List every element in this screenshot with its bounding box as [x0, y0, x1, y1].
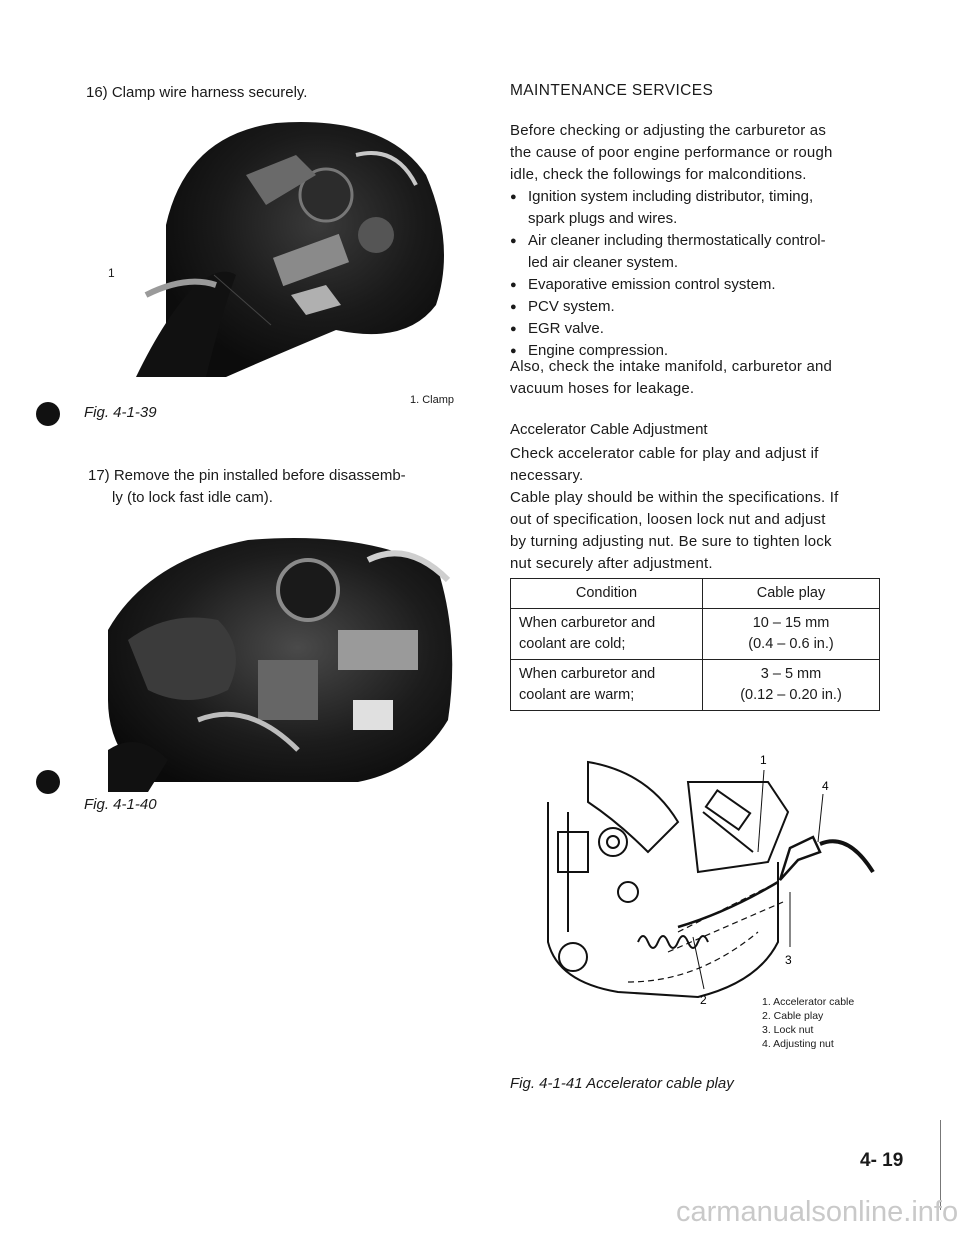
step-16: 16) Clamp wire harness securely. — [86, 84, 308, 101]
carburetor-photo — [108, 520, 460, 792]
sub-heading-accelerator: Accelerator Cable Adjustment — [510, 421, 708, 438]
also-line: vacuum hoses for leakage. — [510, 380, 695, 397]
adjust-line: nut securely after adjustment. — [510, 555, 713, 572]
adjust-line: by turning adjusting nut. Be sure to tighten lock — [510, 533, 832, 550]
step-17-line1: 17) Remove the pin installed before disassemb- — [88, 467, 406, 484]
cell-play: 3 – 5 mm (0.12 – 0.20 in.) — [703, 660, 880, 711]
header-condition: Condition — [511, 579, 703, 609]
cell-condition: When carburetor and coolant are warm; — [511, 660, 703, 711]
fig-4-1-40-photo — [108, 520, 460, 792]
intro-line: the cause of poor engine performance or rough — [510, 144, 833, 161]
watermark: carmanualsonline.info — [676, 1196, 959, 1228]
table-row — [511, 660, 880, 711]
table-header-row — [511, 579, 880, 609]
check-list — [510, 186, 890, 362]
engine-harness-photo — [126, 115, 456, 377]
adjust-line: out of specification, loosen lock nut and adjust — [510, 511, 826, 528]
intro-line: Before checking or adjusting the carburetor as — [510, 122, 827, 139]
adjust-line: Cable play should be within the specifications. If — [510, 489, 839, 506]
callout-1: 1 — [760, 753, 767, 767]
fig-4-1-41-caption: Fig. 4-1-41 Accelerator cable play — [510, 1075, 734, 1092]
legend-item: 2. Cable play — [762, 1010, 824, 1022]
callout-4: 4 — [822, 779, 829, 793]
cable-play-table — [510, 578, 880, 711]
header-cable-play: Cable play — [703, 579, 880, 609]
legend-item: 3. Lock nut — [762, 1024, 814, 1036]
binder-hole-bottom — [36, 770, 60, 794]
legend-item: 1. Accelerator cable — [762, 996, 855, 1008]
adjust-line: necessary. — [510, 467, 584, 484]
check-item: ● PCV system. — [510, 296, 890, 318]
check-item: ● EGR valve. — [510, 318, 890, 340]
callout-1: 1 — [108, 266, 115, 280]
callout-2: 2 — [700, 993, 707, 1007]
fig-4-1-41-legend — [762, 995, 854, 1051]
also-paragraph — [510, 356, 890, 400]
also-line: Also, check the intake manifold, carburetor and — [510, 358, 833, 375]
check-item: ● Evaporative emission control system. — [510, 274, 890, 296]
intro-line: idle, check the followings for malconditions. — [510, 166, 807, 183]
cell-play: 10 – 15 mm (0.4 – 0.6 in.) — [703, 609, 880, 660]
callout-3: 3 — [785, 953, 792, 967]
adjust-line: Check accelerator cable for play and adjust if — [510, 445, 819, 462]
section-heading: MAINTENANCE SERVICES — [510, 82, 714, 99]
step-17-line2: ly (to lock fast idle cam). — [112, 489, 273, 506]
accelerator-cable-diagram — [528, 742, 888, 1010]
fig-4-1-39-photo — [126, 115, 456, 377]
check-item: ● Air cleaner including thermostatically control- led air cleaner system. — [510, 230, 890, 274]
fig-4-1-39-caption: Fig. 4-1-39 — [84, 404, 157, 421]
check-item: ● Ignition system including distributor, timing, spark plugs and wires. — [510, 186, 890, 230]
binder-hole-top — [36, 402, 60, 426]
cell-condition: When carburetor and coolant are cold; — [511, 609, 703, 660]
table-row — [511, 609, 880, 660]
fig-4-1-39-legend: 1. Clamp — [410, 394, 455, 406]
fig-4-1-40-caption: Fig. 4-1-40 — [84, 796, 157, 813]
legend-item: 4. Adjusting nut — [762, 1038, 834, 1050]
page-number: 4- 19 — [860, 1150, 904, 1171]
intro-paragraph — [510, 120, 890, 186]
fig-4-1-41-diagram — [528, 742, 888, 1010]
adjust-paragraph — [510, 443, 890, 575]
check-item: ● Engine compression. — [510, 340, 890, 362]
